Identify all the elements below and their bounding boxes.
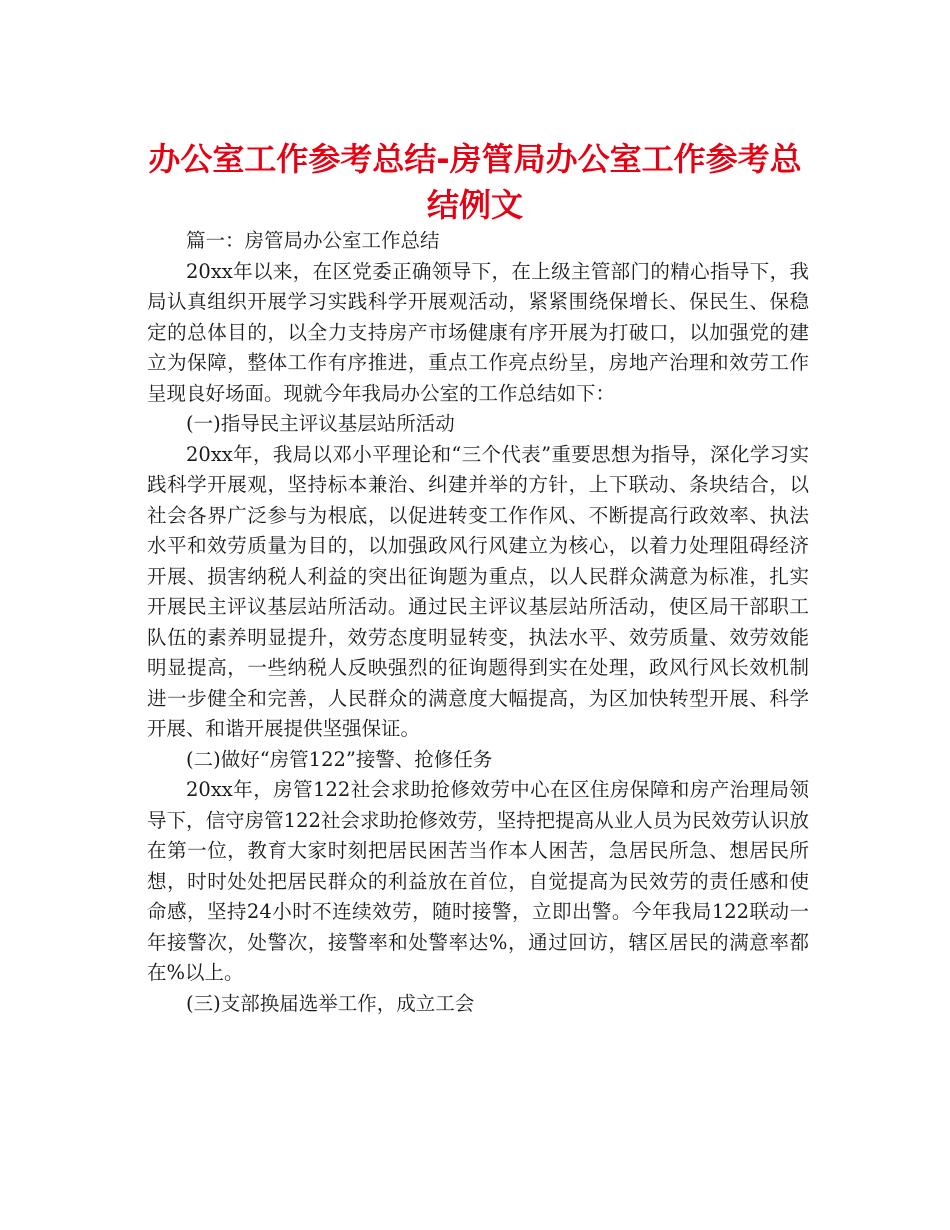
section-heading: (二)做好“房管122”接警、抢修任务 xyxy=(186,747,493,771)
body-paragraph: 20xx年，我局以邓小平理论和“三个代表”重要思想为指导，深化学习实践科学开展观，坚持标本兼治、纠建并举的方针，上下联动、条块结合，以社会各界广泛参与为根底，以促进转变工作作风、不断提高行政效率、执法水平和效劳质量为目的，以加强政风行风建立为核心，以着力处理阻碍经济开展、损害纳税人利益的突出征询题为重点，以人民群众满意为标准，扎实开展民主评议基层站所活动。通过民主评议基层站所活动，使区局干部职工队伍的素养明显提升，效劳态度明显转变，执法水平、效劳质量、效劳效能明显提高，一些纳税人反映强烈的征询题得到实在处理，政风行风长效机制进一步健全和完善，人民群众的满意度大幅提高，为区加快转型开展、科学开展、和谐开展提供坚强保证。 xyxy=(147,442,809,740)
section-heading: (一)指导民主评议基层站所活动 xyxy=(186,412,455,435)
body-paragraph: 20xx年，房管122社会求助抢修效劳中心在区住房保障和房产治理局领导下，信守房管122社会求助抢修效劳，坚持把提高从业人员为民效劳认识放在第一位，教育大家时刻把居民困苦当作本人困苦，急居民所急、想居民所想，时时处处把居民群众的利益放在首位，自觉提高为民效劳的责任感和使命感，坚持24小时不连续效劳，随时接警，立即出警。今年我局122联动一年接警次，处警次，接警率和处警率达%，通过回访，辖区居民的满意率都在%以上。 xyxy=(147,778,809,984)
document-title: 办公室工作参考总结-房管局办公室工作参考总结例文 xyxy=(148,140,802,224)
body-paragraph: 20xx年以来，在区党委正确领导下，在上级主管部门的精心指导下，我局认真组织开展学习实践科学开展观活动，紧紧围绕保增长、保民生、保稳定的总体目的，以全力支持房产市场健康有序开展为打破口，以加强党的建立为保障，整体工作有序推进，重点工作亮点纷呈，房地产治理和效劳工作呈现良好场面。现就今年我局办公室的工作总结如下： xyxy=(147,259,809,405)
document-body xyxy=(147,226,809,1019)
section-heading: (三)支部换届选举工作，成立工会 xyxy=(186,991,475,1015)
section-heading: 篇一：房管局办公室工作总结 xyxy=(186,229,440,252)
